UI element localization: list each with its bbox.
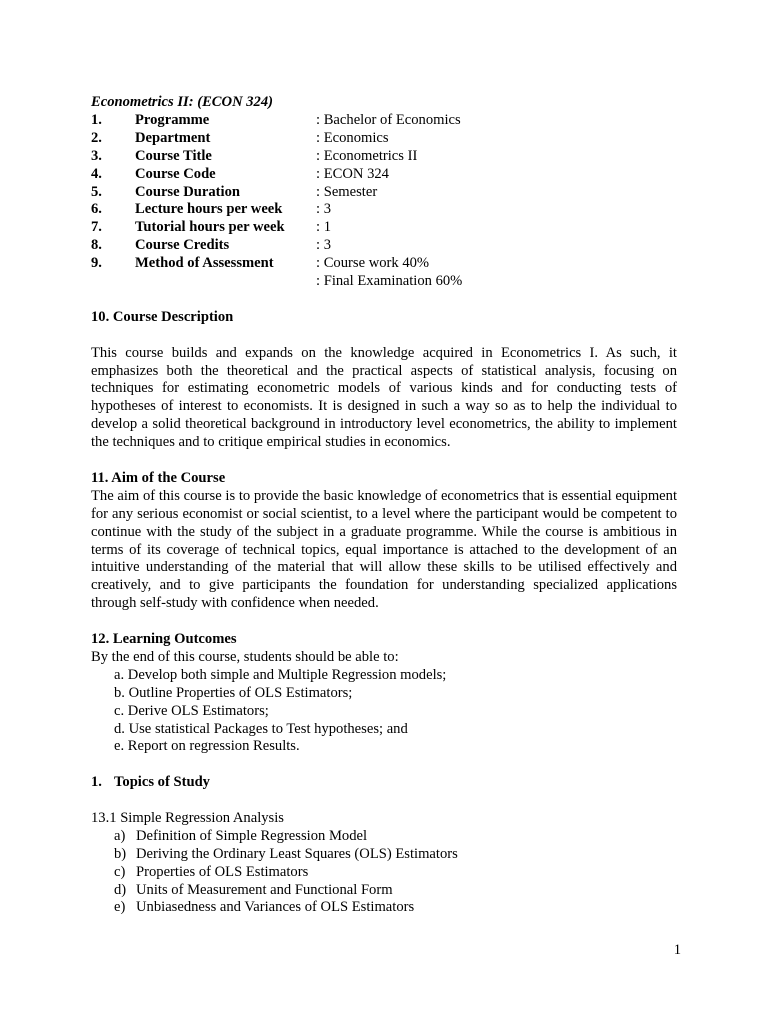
learning-outcomes-intro: By the end of this course, students should be able to: xyxy=(91,648,399,665)
info-row-assessment xyxy=(91,255,677,273)
info-number: 7. xyxy=(91,219,102,236)
topics-heading-label: Topics of Study xyxy=(114,774,210,791)
document-title: Econometrics II: (ECON 324) xyxy=(91,94,274,110)
list-text: Definition of Simple Regression Model xyxy=(136,827,368,844)
list-text: Properties of OLS Estimators xyxy=(136,863,309,880)
info-label xyxy=(135,273,316,291)
info-value: : ECON 324 xyxy=(316,165,389,182)
info-label: Course Duration xyxy=(135,183,240,200)
info-number: 1. xyxy=(91,112,102,128)
info-number: 2. xyxy=(91,129,102,146)
topics-subheading: 13.1 Simple Regression Analysis xyxy=(91,810,284,827)
course-info-table xyxy=(91,112,677,291)
list-marker: a) xyxy=(114,827,126,844)
list-item: c. Derive OLS Estimators; xyxy=(114,702,269,719)
list-item: e. Report on regression Results. xyxy=(114,738,300,755)
list-item xyxy=(91,846,677,864)
topics-heading xyxy=(91,774,677,792)
info-label: Course Credits xyxy=(135,237,230,254)
aim-heading: 11. Aim of the Course xyxy=(91,469,226,486)
info-label: Course Title xyxy=(135,147,212,164)
list-marker: c) xyxy=(114,863,126,880)
info-label: Course Code xyxy=(135,165,216,182)
info-label: Method of Assessment xyxy=(135,255,274,272)
aim-paragraph: The aim of this course is to provide the basic knowledge of econometrics that is essential equipment for any serious economist or social scientist, to a level where the participant would be competent to continue with the study of the subject in a graduate programme. While the course is ambitious in terms of its coverage of technical topics, equal importance is attached to the development of an intuitive understanding of the material that will allow these skills to be utilised effectively and creatively, and to give participants the foundation for understanding specialized applications through self-study with confidence when needed. xyxy=(91,487,677,612)
info-label: Tutorial hours per week xyxy=(135,219,285,236)
list-item xyxy=(91,899,677,917)
info-value: : Course work 40% xyxy=(316,255,430,272)
info-value: : Economics xyxy=(316,129,389,146)
list-item xyxy=(91,882,677,900)
info-row-programme xyxy=(91,112,677,130)
info-value: : Semester xyxy=(316,183,378,200)
list-text: Units of Measurement and Functional Form xyxy=(136,881,393,898)
info-row-tutorial-hours xyxy=(91,219,677,237)
topics-heading-number: 1. xyxy=(91,774,102,791)
document-page xyxy=(91,94,677,917)
list-item xyxy=(91,828,677,846)
info-number: 9. xyxy=(91,255,102,272)
info-row-course-duration xyxy=(91,184,677,202)
info-row-assessment-continued xyxy=(91,273,677,291)
list-item: b. Outline Properties of OLS Estimators; xyxy=(114,684,353,701)
info-value: : Econometrics II xyxy=(316,147,418,164)
info-value: : Final Examination 60% xyxy=(316,273,463,290)
info-row-course-title xyxy=(91,148,677,166)
page-number: 1 xyxy=(673,942,681,958)
info-value: : Bachelor of Economics xyxy=(316,112,461,128)
info-number: 3. xyxy=(91,147,102,164)
list-marker: d) xyxy=(114,881,127,898)
info-row-course-credits xyxy=(91,237,677,255)
info-number: 6. xyxy=(91,201,102,218)
info-value: : 3 xyxy=(316,237,331,254)
topics-list xyxy=(91,828,677,917)
info-row-course-code xyxy=(91,166,677,184)
list-marker: b) xyxy=(114,845,127,862)
info-number xyxy=(91,273,135,291)
info-row-lecture-hours xyxy=(91,201,677,219)
list-item: a. Develop both simple and Multiple Regression models; xyxy=(114,666,447,683)
list-item xyxy=(91,864,677,882)
info-row-department xyxy=(91,130,677,148)
info-label: Programme xyxy=(135,112,210,128)
learning-outcomes-list xyxy=(91,667,677,756)
list-marker: e) xyxy=(114,899,126,916)
list-item: d. Use statistical Packages to Test hypotheses; and xyxy=(114,720,408,737)
list-text: Deriving the Ordinary Least Squares (OLS) Estimators xyxy=(136,845,458,862)
course-description-paragraph: This course builds and expands on the knowledge acquired in Econometrics I. As such, it emphasizes both the theoretical and the practical aspects of statistical analysis, focusing on techniques for estimating econometric models of various kinds and for conducting tests of hypotheses of interest to economists. It is designed in such a way so as to help the individual to develop a solid theoretical background in introductory level econometrics, the ability to implement the techniques and to critique empirical studies in economics. xyxy=(91,344,677,451)
course-description-heading: 10. Course Description xyxy=(91,308,234,325)
info-number: 4. xyxy=(91,165,102,182)
info-value: : 1 xyxy=(316,219,331,236)
info-value: : 3 xyxy=(316,201,331,218)
list-text: Unbiasedness and Variances of OLS Estimators xyxy=(136,899,415,916)
info-label: Lecture hours per week xyxy=(135,201,283,218)
info-label: Department xyxy=(135,129,211,146)
info-number: 8. xyxy=(91,237,102,254)
learning-outcomes-heading: 12. Learning Outcomes xyxy=(91,631,237,648)
info-number: 5. xyxy=(91,183,102,200)
